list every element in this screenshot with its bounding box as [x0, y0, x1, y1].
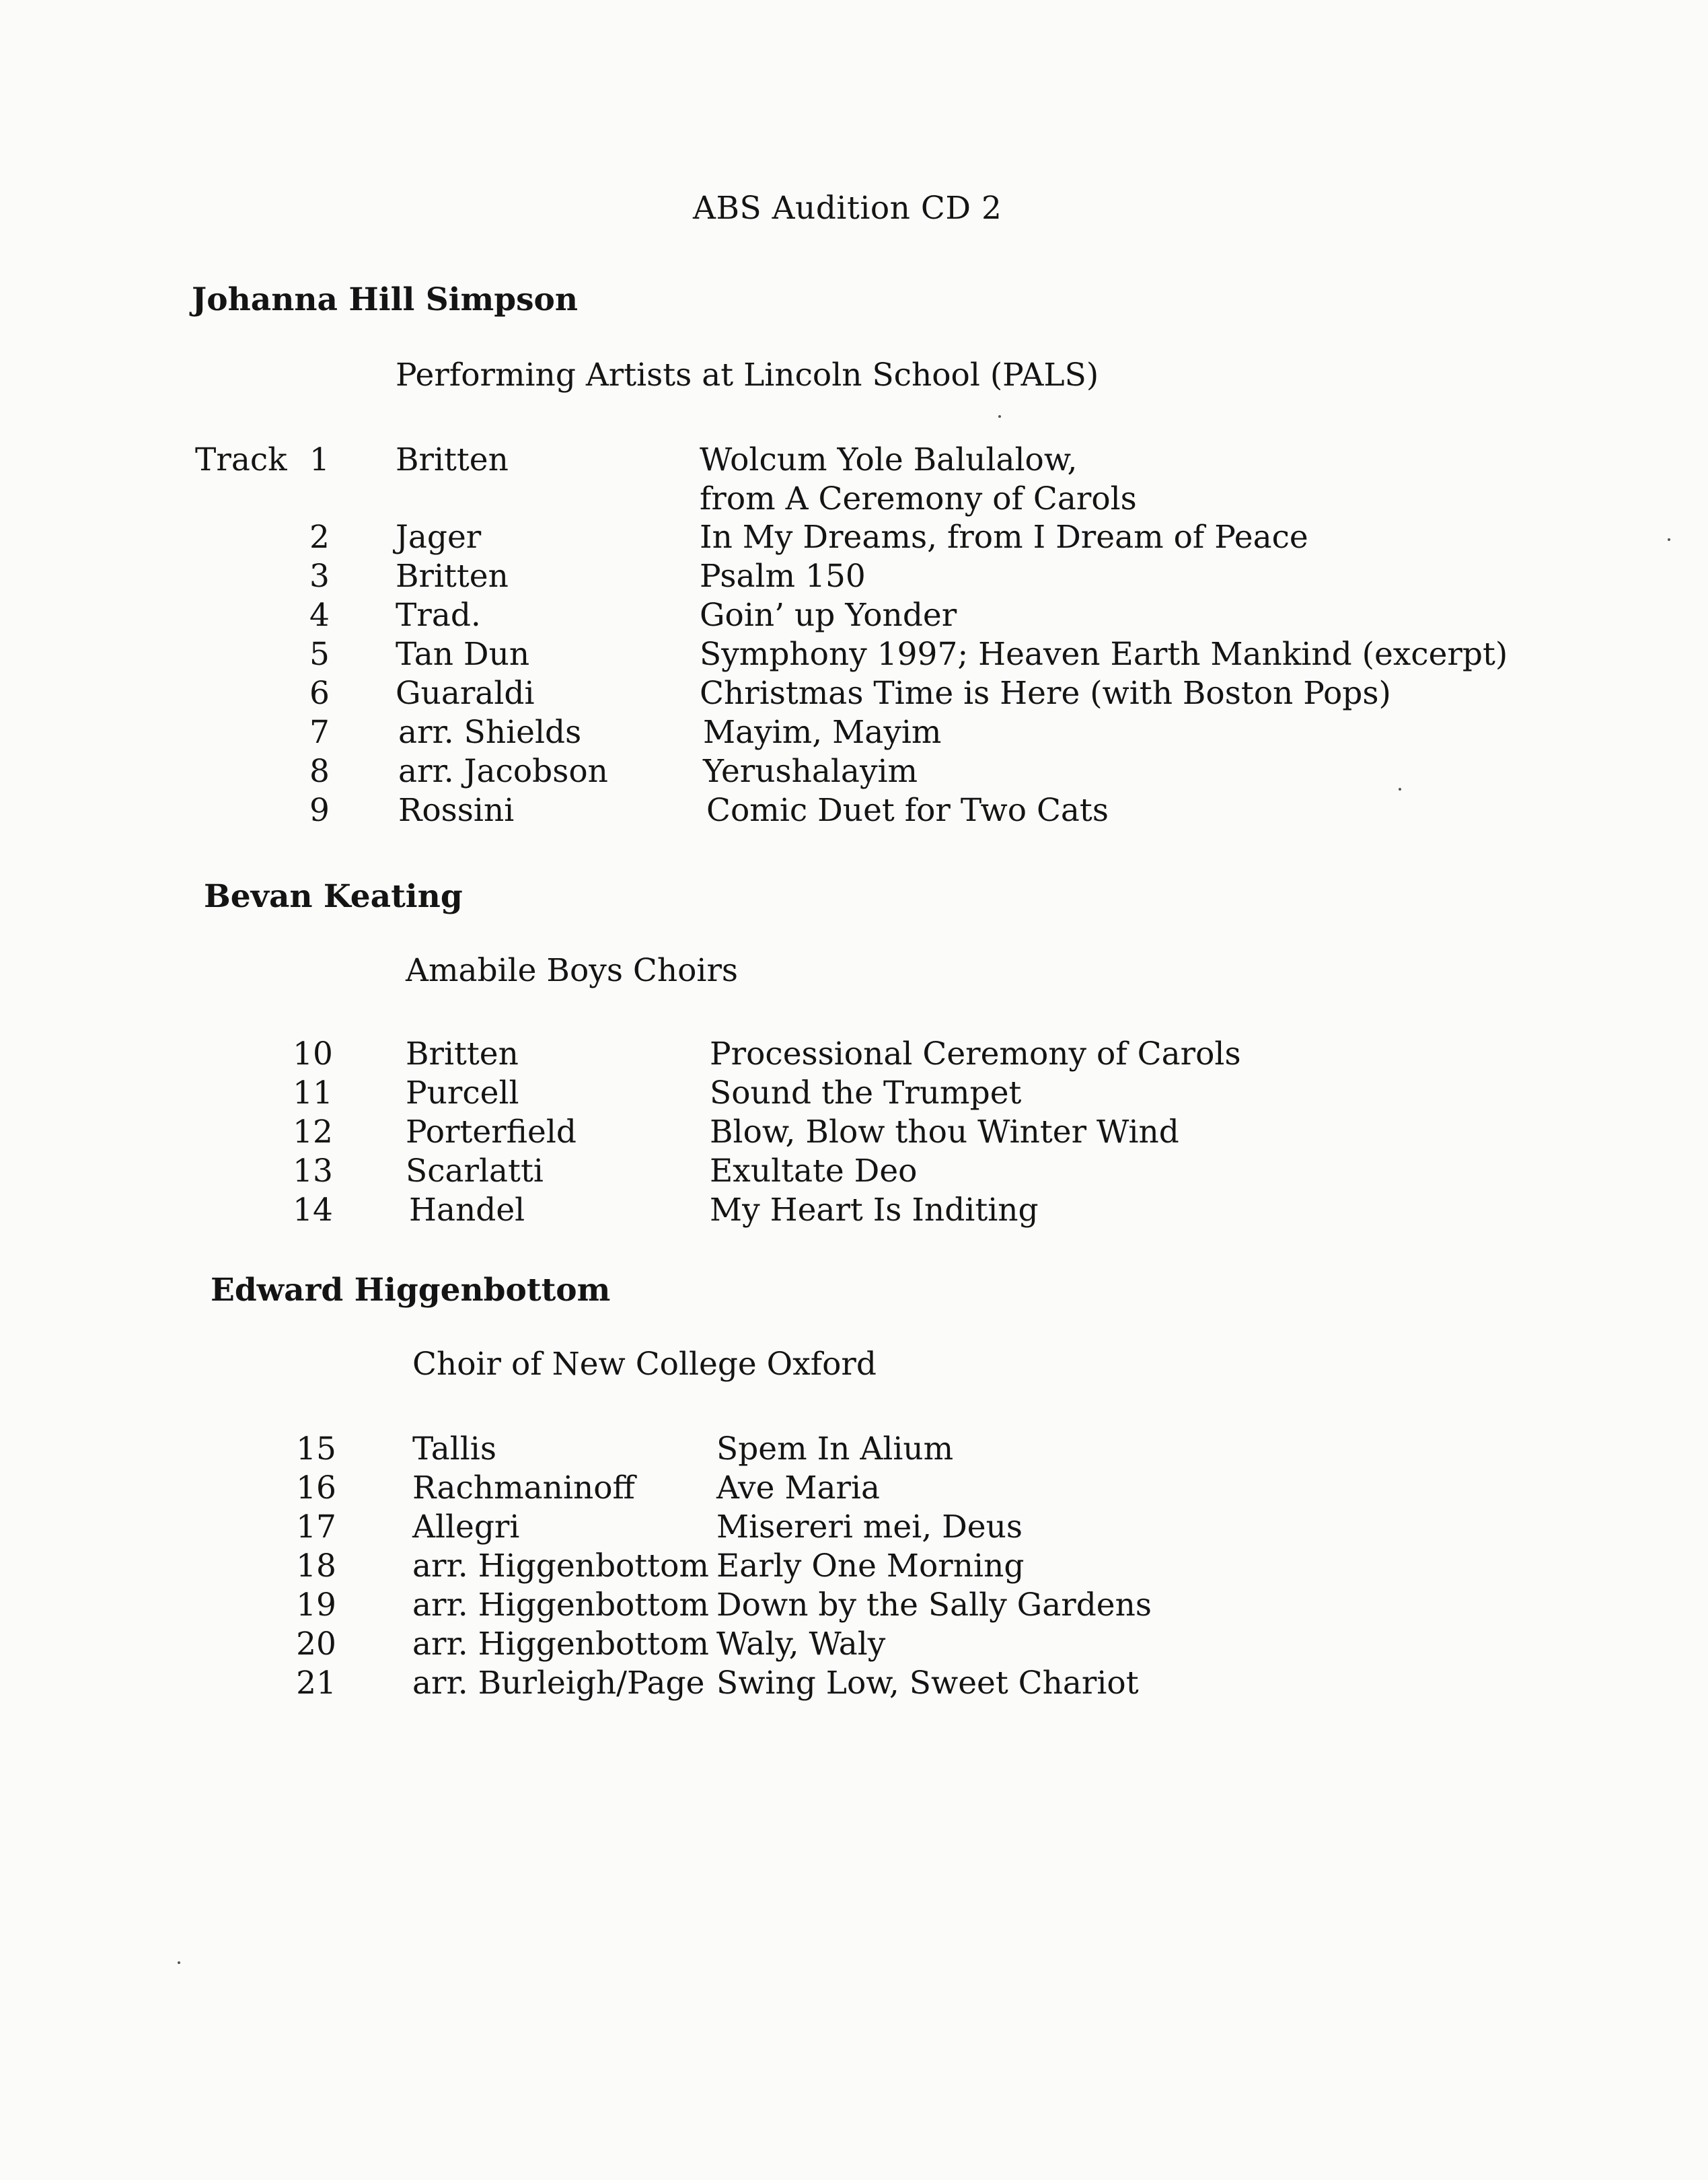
track-work: Wolcum Yole Balulalow, [700, 441, 1078, 478]
track-number: 9 [309, 792, 330, 829]
track-composer: Handel [409, 1192, 525, 1229]
track-number: 3 [309, 558, 330, 595]
track-number: 10 [293, 1036, 333, 1073]
choir-name: Performing Artists at Lincoln School (PALS) [396, 357, 1099, 394]
track-number: 5 [309, 636, 330, 673]
scan-speck [998, 415, 1001, 418]
track-row [195, 1508, 1540, 1548]
track-composer: Purcell [406, 1075, 519, 1112]
track-number: 7 [309, 714, 330, 751]
track-work: Exultate Deo [710, 1153, 918, 1190]
scan-speck [1668, 538, 1670, 541]
track-row [195, 791, 1540, 832]
director-name: Edward Higgenbottom [211, 1272, 611, 1309]
track-composer: Britten [396, 441, 509, 478]
track-work: Sound the Trumpet [710, 1075, 1022, 1112]
track-number: 18 [296, 1548, 336, 1585]
track-work: Comic Duet for Two Cats [706, 792, 1109, 829]
track-row [195, 1113, 1540, 1153]
track-row [195, 1547, 1540, 1587]
track-work: Down by the Sally Gardens [716, 1587, 1152, 1624]
track-work: Processional Ceremony of Carols [710, 1036, 1241, 1073]
track-row [195, 1625, 1540, 1665]
track-composer: Tan Dun [396, 636, 530, 673]
track-number: 8 [309, 753, 330, 790]
track-row [195, 1035, 1540, 1075]
track-number: 17 [296, 1509, 336, 1546]
track-row [195, 596, 1540, 637]
track-composer: arr. Higgenbottom [412, 1548, 709, 1585]
track-number: 15 [296, 1430, 336, 1467]
track-number: 1 [309, 441, 330, 478]
scan-speck [178, 1961, 180, 1964]
track-work: Psalm 150 [700, 558, 866, 595]
track-composer: arr. Burleigh/Page [412, 1665, 705, 1702]
track-work: Swing Low, Sweet Chariot [716, 1665, 1139, 1702]
track-composer: Britten [396, 558, 509, 595]
choir-name: Amabile Boys Choirs [406, 952, 739, 989]
track-row [195, 1191, 1540, 1231]
track-work: Waly, Waly [716, 1626, 886, 1663]
track-composer: Guaraldi [396, 675, 535, 712]
director-name: Johanna Hill Simpson [192, 281, 579, 318]
track-composer: Porterfield [406, 1114, 577, 1151]
track-work: Ave Maria [716, 1469, 881, 1506]
track-number: 21 [296, 1665, 336, 1702]
track-composer: Allegri [412, 1509, 520, 1546]
track-composer: arr. Higgenbottom [412, 1626, 709, 1663]
document-title: ABS Audition CD 2 [693, 190, 1002, 227]
track-row [195, 1074, 1540, 1114]
track-number: 19 [296, 1587, 336, 1624]
track-work: Blow, Blow thou Winter Wind [710, 1114, 1179, 1151]
track-number: 14 [293, 1192, 333, 1229]
track-number: 12 [293, 1114, 333, 1151]
track-work: Yerushalayim [703, 753, 918, 790]
track-row [195, 1152, 1540, 1192]
director-name: Bevan Keating [204, 878, 463, 915]
track-row [195, 1664, 1540, 1704]
track-number: 13 [293, 1153, 333, 1190]
track-number: 16 [296, 1469, 336, 1506]
track-composer: arr. Shields [398, 714, 582, 751]
track-work: Christmas Time is Here (with Boston Pops) [700, 675, 1391, 712]
track-work: Mayim, Mayim [703, 714, 942, 751]
track-composer: Scarlatti [406, 1153, 544, 1190]
track-row [195, 1430, 1540, 1470]
track-row [195, 752, 1540, 793]
track-composer: Britten [406, 1036, 519, 1073]
track-work: Early One Morning [716, 1548, 1025, 1585]
track-composer: Rossini [398, 792, 515, 829]
scan-speck [1399, 788, 1401, 791]
track-work: Goin’ up Yonder [700, 597, 957, 634]
track-row [195, 674, 1540, 715]
track-row [195, 713, 1540, 754]
track-work: Misereri mei, Deus [716, 1509, 1023, 1546]
track-composer: arr. Higgenbottom [412, 1587, 709, 1624]
track-number: 6 [309, 675, 330, 712]
track-work: Spem In Alium [716, 1430, 954, 1467]
track-composer: Tallis [412, 1430, 496, 1467]
track-row [195, 518, 1540, 558]
track-number: 2 [309, 519, 330, 556]
track-work: Symphony 1997; Heaven Earth Mankind (excerpt) [700, 636, 1508, 673]
choir-name: Choir of New College Oxford [412, 1346, 877, 1383]
track-work: In My Dreams, from I Dream of Peace [700, 519, 1308, 556]
track-row [195, 557, 1540, 597]
track-composer: arr. Jacobson [398, 753, 608, 790]
track-composer: Jager [396, 519, 482, 556]
track-row [195, 1586, 1540, 1626]
track-composer: Rachmaninoff [412, 1469, 635, 1506]
track-composer: Trad. [396, 597, 481, 634]
track-label: Track [195, 441, 287, 478]
track-number: 20 [296, 1626, 336, 1663]
track-work: My Heart Is Inditing [710, 1192, 1039, 1229]
track-number: 4 [309, 597, 330, 634]
track-work-line2: from A Ceremony of Carols [700, 480, 1137, 517]
track-number: 11 [293, 1075, 333, 1112]
track-row [195, 1469, 1540, 1509]
track-row [195, 441, 1540, 517]
track-row [195, 635, 1540, 676]
